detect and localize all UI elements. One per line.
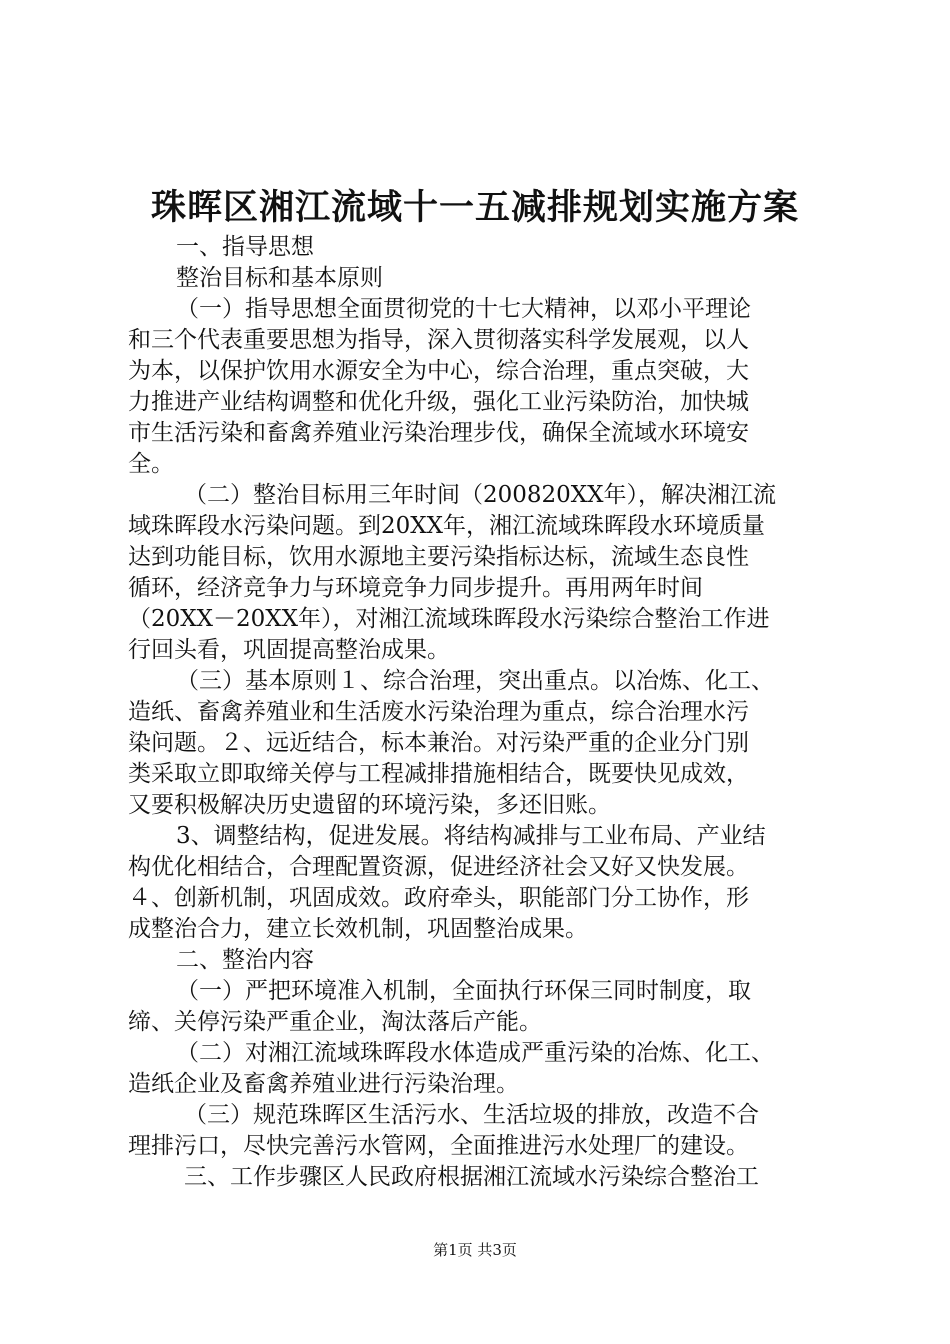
paragraph-line: 理排污口，尽快完善污水管网，全面推进污水处理厂的建设。	[128, 1133, 749, 1159]
paragraph-line: 3、调整结构，促进发展。将结构减排与工业布局、产业结	[176, 823, 766, 849]
paragraph-line: 类采取立即取缔关停与工程减排措施相结合，既要快见成效，	[128, 761, 749, 787]
document-title: 珠晖区湘江流域十一五减排规划实施方案	[150, 187, 799, 228]
subheading: 整治目标和基本原则	[176, 265, 383, 291]
paragraph-line: 域珠晖段水污染问题。到20XX年，湘江流域珠晖段水环境质量	[128, 513, 766, 539]
paragraph-line: 成整治合力，建立长效机制，巩固整治成果。	[128, 916, 588, 942]
page-footer: 第1页 共3页	[433, 1241, 517, 1259]
paragraph-line: 造纸企业及畜禽养殖业进行污染治理。	[128, 1071, 519, 1097]
paragraph-line: 和三个代表重要思想为指导，深入贯彻落实科学发展观，以人	[128, 327, 749, 353]
paragraph-line: （二）对湘江流域珠晖段水体造成严重污染的冶炼、化工、	[176, 1040, 774, 1066]
section-heading: 二、整治内容	[176, 947, 314, 973]
paragraph-line: 循环，经济竞争力与环境竞争力同步提升。再用两年时间	[128, 575, 703, 601]
paragraph-line: 力推进产业结构调整和优化升级，强化工业污染防治，加快城	[128, 389, 749, 415]
paragraph-line: 构优化相结合，合理配置资源，促进经济社会又好又快发展。	[128, 854, 749, 880]
paragraph-line: （二）整治目标用三年时间（200820XX年），解决湘江流	[184, 482, 777, 508]
paragraph-line: （20XX－20XX年），对湘江流域珠晖段水污染综合整治工作进	[128, 606, 770, 632]
paragraph-line: 全。	[128, 451, 174, 477]
paragraph-line: （一）严把环境准入机制，全面执行环保三同时制度，取	[176, 978, 751, 1004]
paragraph-line: 染问题。２、远近结合，标本兼治。对污染严重的企业分门别	[128, 730, 749, 756]
paragraph-line: ４、创新机制，巩固成效。政府牵头，职能部门分工协作，形	[128, 885, 749, 911]
paragraph-line: 为本，以保护饮用水源安全为中心，综合治理，重点突破，大	[128, 358, 749, 384]
section-heading: 三、工作步骤区人民政府根据湘江流域水污染综合整治工	[184, 1164, 759, 1190]
paragraph-line: 行回头看，巩固提高整治成果。	[128, 637, 450, 663]
paragraph-line: （一）指导思想全面贯彻党的十七大精神，以邓小平理论	[176, 296, 751, 322]
paragraph-line: 达到功能目标，饮用水源地主要污染指标达标，流域生态良性	[128, 544, 749, 570]
paragraph-line: 又要积极解决历史遗留的环境污染，多还旧账。	[128, 792, 611, 818]
paragraph-line: 造纸、畜禽养殖业和生活废水污染治理为重点，综合治理水污	[128, 699, 749, 725]
paragraph-line: （三）基本原则１、综合治理，突出重点。以冶炼、化工、	[176, 668, 774, 694]
paragraph-line: 缔、关停污染严重企业，淘汰落后产能。	[128, 1009, 542, 1035]
paragraph-line: （三）规范珠晖区生活污水、生活垃圾的排放，改造不合	[184, 1102, 759, 1128]
section-heading: 一、指导思想	[176, 234, 314, 260]
document-body	[128, 232, 840, 1193]
paragraph-line: 市生活污染和畜禽养殖业污染治理步伐，确保全流域水环境安	[128, 420, 749, 446]
